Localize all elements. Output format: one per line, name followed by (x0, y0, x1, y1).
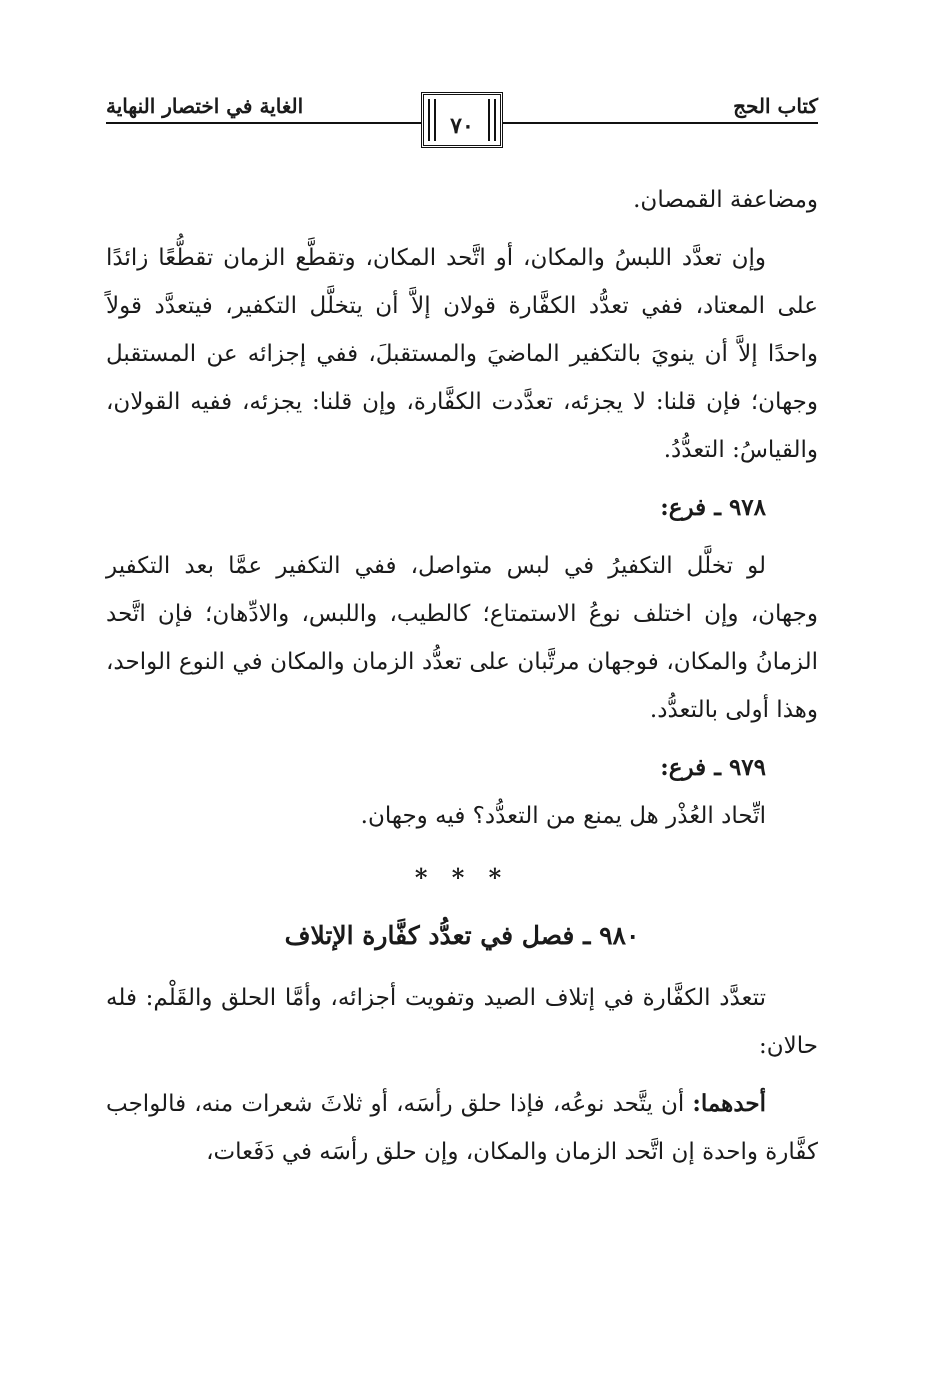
page-header (106, 92, 818, 156)
paragraph-branch-979: اتِّحاد العُذْر هل يمنع من التعدُّد؟ فيه وجهان. (360, 803, 766, 829)
first-case-text: أن يتَّحد نوعُه، فإذا حلق رأسَه، أو ثلاثَ شعرات منه، فالواجب كفَّارة واحدة إن اتَّحد الزمان والمكان، وإن حلق رأسَه في دَفَعات، (106, 1091, 818, 1165)
page-number: ٧٠ (450, 113, 474, 139)
section-title-980: ٩٨٠ ـ فصل في تعدُّد كفَّارة الإتلاف (284, 921, 640, 950)
paragraph-continuation: ومضاعفة القمصان. (633, 187, 818, 213)
running-title-right: كتاب الحج (733, 94, 818, 118)
page-body (106, 176, 818, 1176)
paragraph-multiple-clothing: وإن تعدَّد اللبسُ والمكان، أو اتَّحد المكان، وتقطَّع الزمان تقطُّعًا زائدًا على المعتاد، ففي تعدُّد الكفَّارة قولان إلاَّ أن يتخلَّل التكفير، فيتعدَّد قولاً واحدًا إلاَّ أن ينويَ بالتكفير الماضيَ والمستقبلَ، ففي إجزائه عن المستقبل وجهان؛ فإن قلنا: لا يجزئه، تعدَّدت الكفَّارة، وإن قلنا: يجزئه، ففيه القولان، والقياسُ: التعدُّدُ. (106, 245, 818, 463)
paragraph-branch-978: لو تخلَّل التكفيرُ في لبس متواصل، ففي التكفير عمَّا بعد التكفير وجهان، وإن اختلف نوعُ الاستمتاع؛ كالطيب، واللبس، والادِّهان؛ فإن اتَّحد الزمانُ والمكان، فوجهان مرتَّبان على تعدُّد الزمان والمكان في النوع الواحد، وهذا أولى بالتعدُّد. (106, 553, 818, 723)
section-separator-stars: * * * (414, 863, 510, 892)
page-number-frame (421, 92, 503, 148)
paragraph-section-980: تتعدَّد الكفَّارة في إتلاف الصيد وتفويت أجزائه، وأمَّا الحلق والقَلْم: فله حالان: (106, 985, 818, 1059)
first-case-lead: أحدهما: (692, 1090, 766, 1117)
paragraph-first-case (106, 1080, 818, 1176)
branch-heading-978: ٩٧٨ ـ فرع: (660, 494, 766, 521)
branch-heading-979: ٩٧٩ ـ فرع: (660, 754, 766, 781)
running-title-left: الغاية في اختصار النهاية (106, 94, 304, 118)
